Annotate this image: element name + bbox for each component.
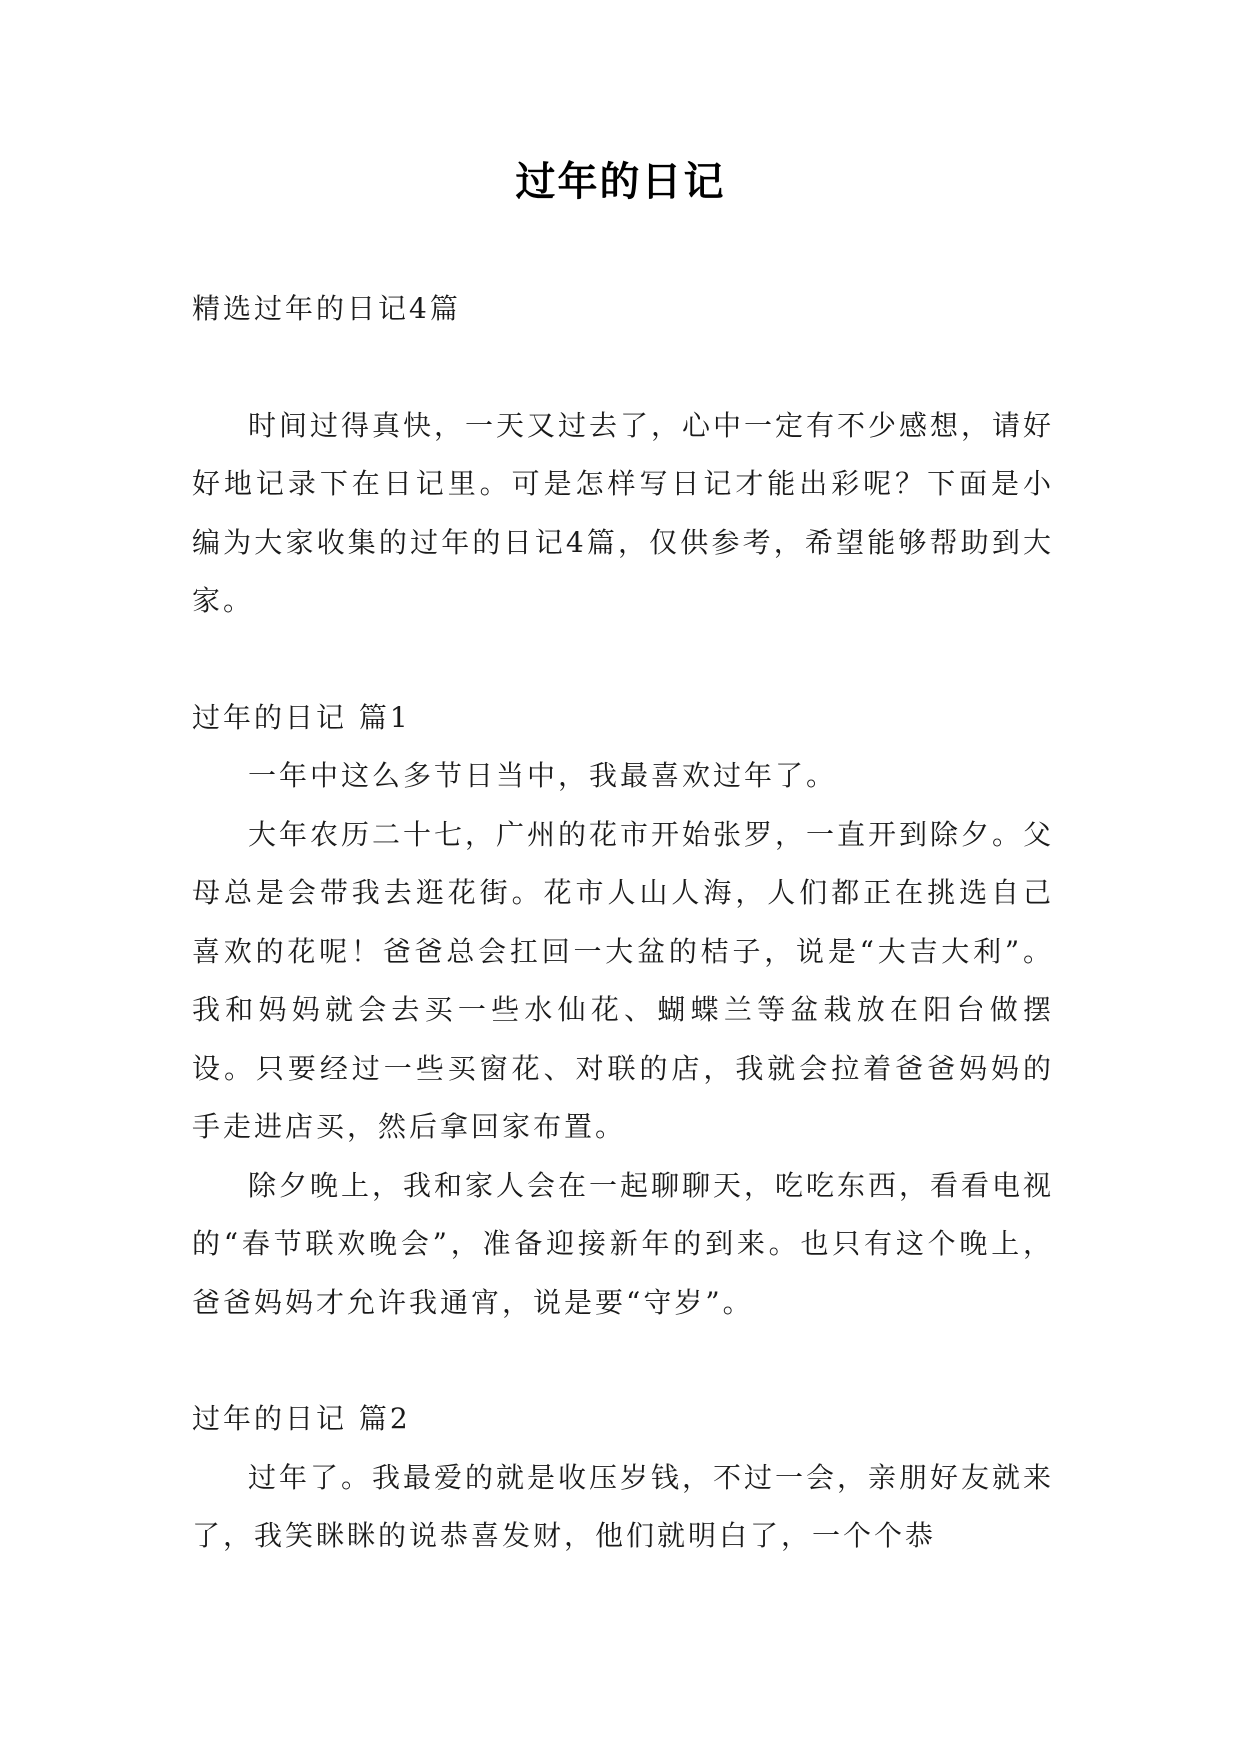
document-title: 过年的日记: [515, 159, 726, 205]
body-paragraph: 大年农历二十七，广州的花市开始张罗，一直开到除夕。父母总是会带我去逛花街。花市人山人海，人们都正在挑选自己喜欢的花呢！爸爸总会扛回一大盆的桔子，说是“大吉大利”。我和妈妈就会去买一些水仙花、蝴蝶兰等盆栽放在阳台做摆设。只要经过一些买窗花、对联的店，我就会拉着爸爸妈妈的手走进店买，然后拿回家布置。: [192, 817, 1055, 1143]
section-1: [192, 689, 1054, 1333]
intro-paragraph: 时间过得真快，一天又过去了，心中一定有不少感想，请好好地记录下在日记里。可是怎样写日记才能出彩呢？下面是小编为大家收集的过年的日记4篇，仅供参考，希望能够帮助到大家。: [192, 408, 1055, 617]
document-body: [192, 280, 1054, 1566]
body-paragraph: 除夕晚上，我和家人会在一起聊聊天，吃吃东西，看看电视的“春节联欢晚会”，准备迎接新年的到来。也只有这个晚上，爸爸妈妈才允许我通宵，说是要“守岁”。: [192, 1168, 1055, 1319]
section-heading: 过年的日记 篇2: [192, 1402, 411, 1435]
body-paragraph: 过年了。我最爱的就是收压岁钱，不过一会，亲朋好友就来了，我笑眯眯的说恭喜发财，他们就明白了，一个个恭: [192, 1460, 1055, 1552]
section-heading: 过年的日记 篇1: [192, 700, 411, 734]
section-2: [192, 1390, 1054, 1566]
body-paragraph: 一年中这么多节日当中，我最喜欢过年了。: [248, 759, 838, 792]
document-subtitle: 精选过年的日记4篇: [192, 292, 461, 325]
section-spacer: [192, 1332, 1054, 1390]
